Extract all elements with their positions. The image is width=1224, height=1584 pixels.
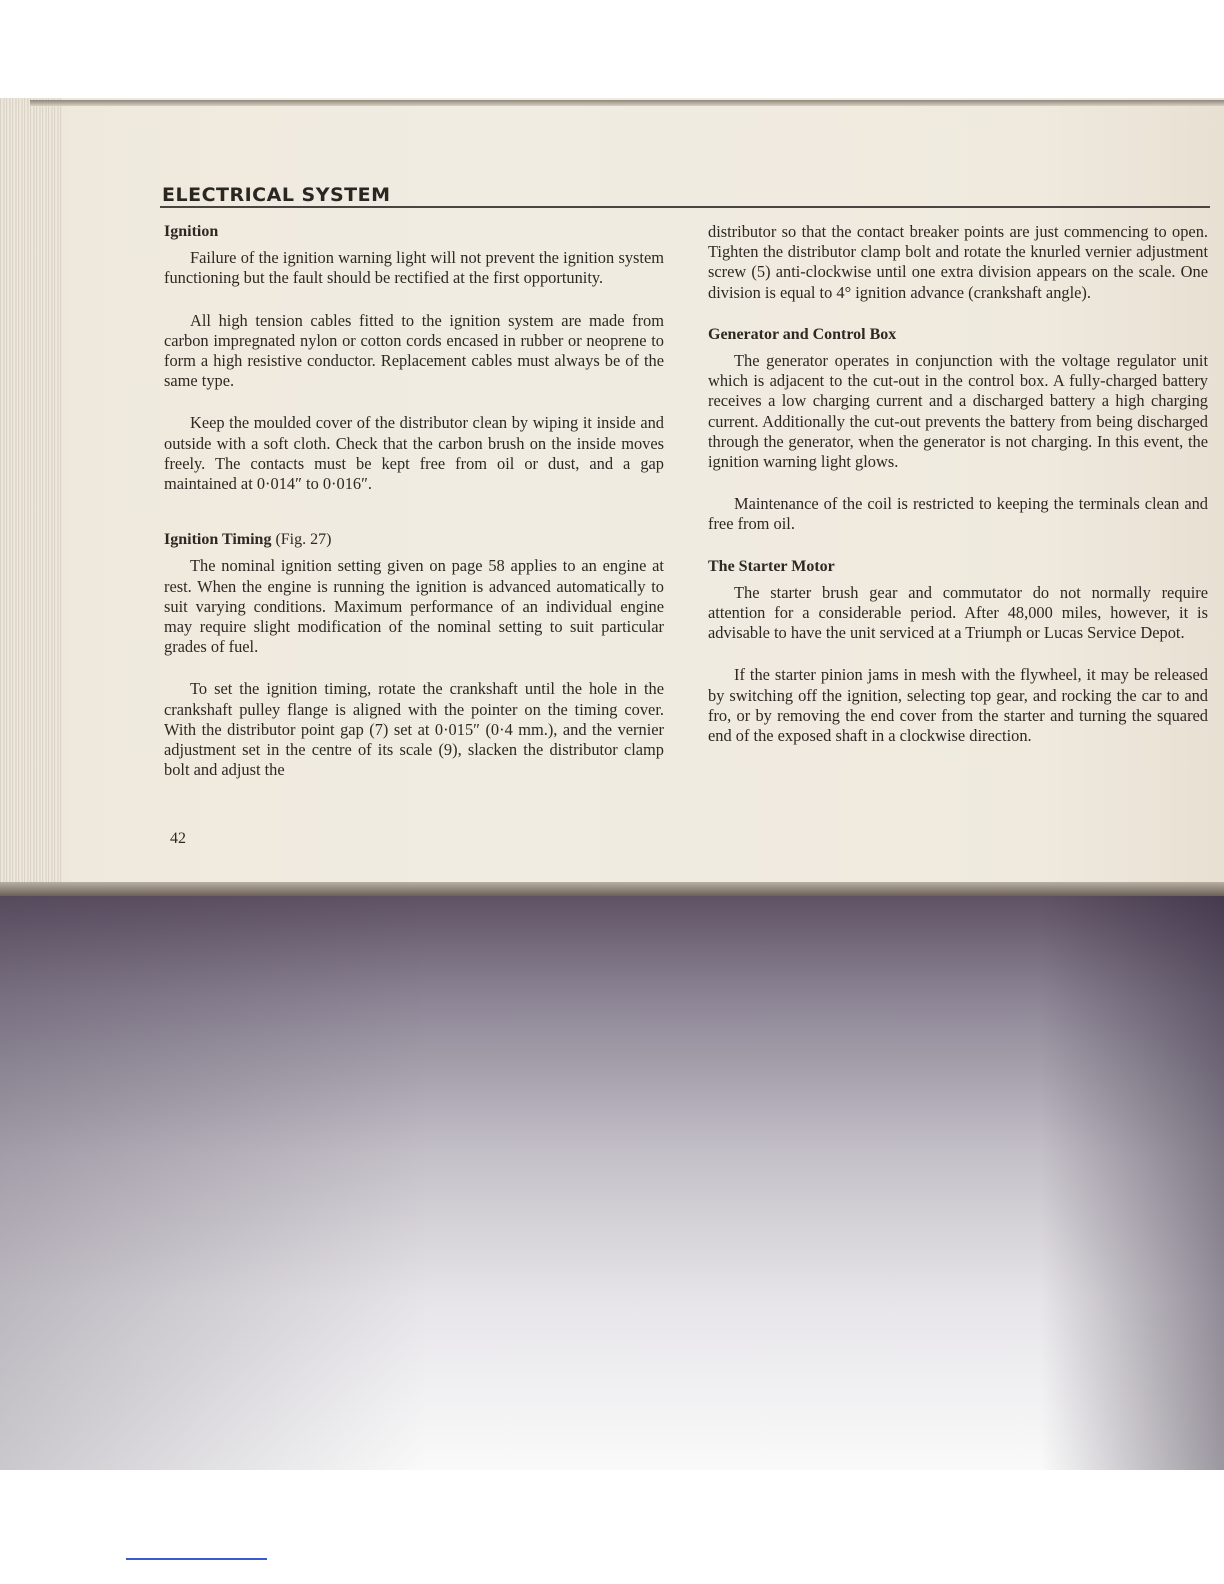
generator-paragraph-1: The generator operates in conjunction with the voltage regulator unit which is adjacent to the cut-out in the control box. A fully-charged battery receives a low charging current and a discharged battery a high charging current. Additionally the cut-out prevents the battery from being discharged through the generator, when the generator is not charging. In this event, the ignition warning light glows. — [708, 351, 1208, 472]
ignition-timing-heading-text: Ignition Timing — [164, 531, 272, 549]
page-number: 42 — [170, 830, 186, 847]
timing-paragraph-2: To set the ignition timing, rotate the crankshaft until the hole in the crankshaft pulley flange is aligned with the pointer on the timing cover. With the distributor point gap (7) set at 0·015″ (0·4 mm.), and the vernier adjustment set in the centre of its scale (9), slacken the distributor clamp bolt and adjust the — [164, 679, 664, 780]
ignition-heading: Ignition — [164, 223, 219, 240]
bottom-underline-mark — [126, 1558, 267, 1560]
ignition-paragraph-1: Failure of the ignition warning light will not prevent the ignition system functioning but the fault should be rectified at the first opportunity. — [164, 248, 664, 288]
ignition-paragraph-2: All high tension cables fitted to the ignition system are made from carbon impregnated nylon or cotton cords encased in rubber or neoprene to form a high resistive conductor. Replacement cables must always be of the same type. — [164, 310, 664, 391]
header-rule — [160, 206, 1210, 208]
page-stack-edges — [0, 98, 62, 890]
timing-paragraph-1: The nominal ignition setting given on page 58 applies to an engine at rest. When the engine is running the ignition is advanced automatically to suit varying conditions. Maximum performance of an individual engine may require slight modification of the nominal setting to suit particular grades of fuel. — [164, 556, 664, 657]
ignition-timing-figure-ref: (Fig. 27) — [271, 531, 332, 549]
page-top-edge — [30, 100, 1224, 106]
starter-heading: The Starter Motor — [708, 557, 835, 575]
ignition-timing-heading — [164, 530, 664, 550]
right-column — [708, 222, 1208, 746]
continuation-paragraph: distributor so that the contact breaker points are just commencing to open. Tighten the distributor clamp bolt and rotate the knurled vernier adjustment screw (5) anti-clockwise until one extra division appears on the scale. One division is equal to 4° ignition advance (crankshaft angle). — [708, 222, 1208, 302]
starter-paragraph-1: The starter brush gear and commutator do not normally require attention for a considerable period. After 48,000 miles, however, it is advisable to have the unit serviced at a Triumph or Lucas Service Depot. — [708, 582, 1208, 643]
generator-paragraph-2: Maintenance of the coil is restricted to keeping the terminals clean and free from oil. — [708, 494, 1208, 534]
page-bottom-edge — [0, 882, 1224, 896]
starter-paragraph-2: If the starter pinion jams in mesh with the flywheel, it may be released by switching off the ignition, selecting top gear, and rocking the car to and fro, or by removing the end cover from the starter and turning the squared end of the exposed shaft in a clockwise direction. — [708, 665, 1208, 746]
ignition-paragraph-3: Keep the moulded cover of the distributor clean by wiping it inside and outside with a soft cloth. Check that the carbon brush on the inside moves freely. The contacts must be kept free from oil or dust, and a gap maintained at 0·014″ to 0·016″. — [164, 413, 664, 494]
scanner-shadow-sides — [0, 896, 1224, 1470]
section-title: ELECTRICAL SYSTEM — [162, 184, 391, 206]
generator-heading: Generator and Control Box — [708, 325, 897, 343]
left-column — [164, 222, 664, 780]
